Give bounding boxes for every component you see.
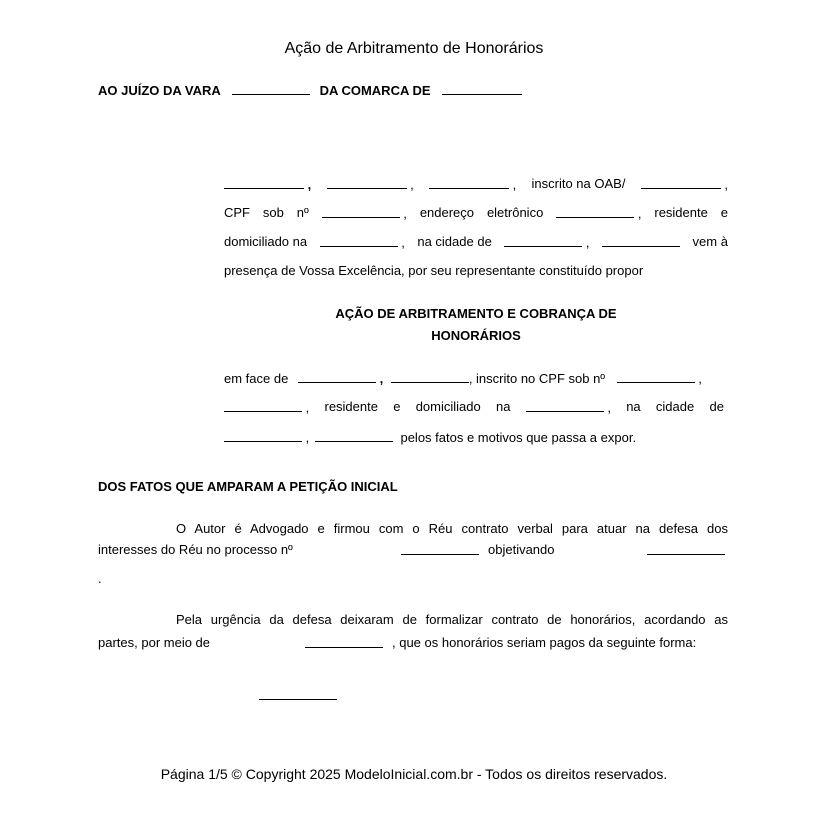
residente-label: residente: [654, 205, 708, 220]
blank-state: [602, 234, 680, 247]
de-label: de: [709, 399, 724, 414]
fatos-line-3: .: [98, 571, 102, 586]
blank-civil-status: [429, 176, 509, 189]
fatos-line-1: O Autor é Advogado e firmou com o Réu contrato verbal para atuar na defesa dos: [176, 521, 728, 536]
numero-label: nº: [296, 205, 309, 220]
blank-oab: [641, 176, 721, 189]
blank-nationality: [327, 176, 407, 189]
blank-vara: [232, 82, 310, 95]
comarca-label: DA COMARCA DE: [319, 83, 431, 98]
blank-defendant-name: [298, 370, 376, 383]
defendant-line-1: em face de , , inscrito no CPF sob nº ,: [224, 371, 702, 386]
e-label-2: e: [393, 399, 401, 414]
e-label: e: [720, 205, 728, 220]
blank-address: [320, 234, 398, 247]
na-label: na: [496, 399, 511, 414]
blank-cpf: [322, 205, 400, 218]
blank-defendant-nationality: [391, 370, 469, 383]
action-title-line-1: AÇÃO DE ARBITRAMENTO E COBRANÇA DE: [335, 306, 617, 321]
inscrito-oab-label: inscrito na OAB/: [531, 176, 626, 191]
blank-comarca: [442, 82, 522, 95]
blank-objetivo: [647, 542, 725, 555]
residente-label-2: residente: [324, 399, 378, 414]
blank-meio: [305, 635, 383, 648]
blank-city: [504, 234, 582, 247]
inscrito-cpf-label: , inscrito no CPF sob nº: [468, 371, 606, 386]
qualification-line-3: domiciliado na , na cidade de , vem à: [224, 234, 728, 250]
cidade-label: na cidade de: [417, 234, 492, 249]
urgencia-line-2: [98, 635, 728, 650]
blank-payment-form: [259, 687, 337, 700]
payment-form-line: [259, 687, 337, 703]
processo-label: interesses do Réu no processo nº: [98, 542, 293, 557]
vem-label: vem à: [692, 234, 728, 249]
na-label-2: na: [626, 399, 641, 414]
blank-name: [224, 176, 304, 189]
blank-processo: [401, 542, 479, 555]
eletronico-label: eletrônico: [486, 205, 544, 220]
court-heading: [98, 82, 522, 98]
page-footer: Página 1/5 © Copyright 2025 ModeloInicial.com.br - Todos os direitos reservados.: [160, 766, 668, 782]
document-title: Ação de Arbitramento de Honorários: [284, 40, 544, 57]
em-face-label: em face de: [224, 371, 289, 386]
blank-defendant-cpf: [617, 370, 695, 383]
fatos-line-2: [98, 542, 728, 557]
qualification-line-2: CPF sob nº , endereço eletrônico , residente e: [224, 205, 728, 221]
qualification-line-4: presença de Vossa Excelência, por seu representante constituído propor: [224, 263, 644, 278]
blank-defendant-profession: [224, 399, 302, 412]
cpf-label: CPF: [224, 205, 250, 220]
blank-defendant-city: [224, 429, 302, 442]
blank-defendant-address: [526, 399, 604, 412]
defendant-line-2: , residente e domiciliado na , na cidade de: [224, 399, 724, 415]
cidade-label-2: cidade: [655, 399, 695, 414]
action-title-line-2: HONORÁRIOS: [431, 328, 521, 343]
defendant-line-3: , pelos fatos e motivos que passa a expor.: [224, 429, 636, 445]
blank-defendant-state: [315, 429, 393, 442]
fatos-motivos-label: pelos fatos e motivos que passa a expor.: [400, 430, 637, 445]
urgencia-line-1: Pela urgência da defesa deixaram de formalizar contrato de honorários, acordando as: [176, 612, 728, 627]
por-meio-label: partes, por meio de: [98, 635, 211, 650]
domiciliado-label-2: domiciliado: [415, 399, 481, 414]
section-title: DOS FATOS QUE AMPARAM A PETIÇÃO INICIAL: [98, 479, 398, 494]
domiciliado-label: domiciliado na: [224, 234, 308, 249]
endereco-label: endereço: [419, 205, 475, 220]
court-heading-label: AO JUÍZO DA VARA: [98, 83, 221, 98]
sob-label: sob: [262, 205, 284, 220]
qualification-line-1: , , , inscrito na OAB/ ,: [224, 176, 728, 192]
pagamento-label: , que os honorários seriam pagos da seguinte forma:: [392, 635, 697, 650]
objetivando-label: objetivando: [488, 542, 555, 557]
blank-email: [556, 205, 634, 218]
